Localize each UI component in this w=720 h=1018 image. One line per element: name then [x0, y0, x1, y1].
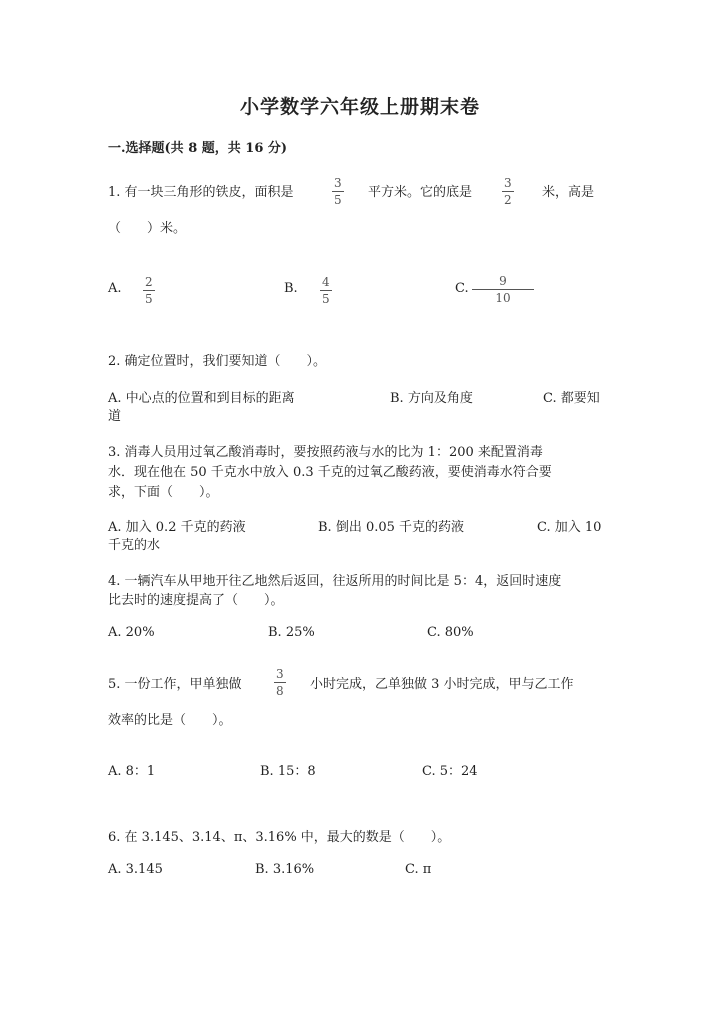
q1-option-c-label: C. [455, 281, 469, 296]
q1-option-b-label: B. [284, 281, 298, 296]
q3-option-c-wrap: 千克的水 [108, 538, 161, 553]
q6-option-a: A. 3.145 [108, 862, 163, 877]
q5-option-c: C. 5：24 [422, 764, 478, 779]
fraction-numerator: 3 [504, 176, 512, 190]
fraction-denominator: 2 [504, 193, 512, 207]
q5-text-part2: 小时完成，乙单独做 3 小时完成，甲与乙工作 [310, 677, 574, 692]
q3-text-line1: 3. 消毒人员用过氧乙酸消毒时，要按照药液与水的比为 1：200 来配置消毒 [108, 445, 543, 460]
fraction-bar [472, 289, 534, 290]
fraction-numerator: 3 [334, 176, 342, 190]
fraction-bar [274, 682, 286, 683]
q1-text-part2: 平方米。它的底是 [368, 185, 473, 200]
fraction-bar [502, 191, 514, 192]
q3-option-b: B. 倒出 0.05 千克的药液 [318, 520, 465, 535]
q4-text-line2: 比去时的速度提高了（ ）。 [108, 593, 284, 608]
fraction-denominator: 5 [322, 292, 330, 306]
q1-option-b-fraction [320, 275, 332, 306]
fraction-bar [332, 191, 344, 192]
q1-text-part3: 米，高是 [542, 185, 595, 200]
q4-option-a: A. 20% [108, 625, 155, 640]
section-heading: 一.选择题(共 8 题，共 16 分) [108, 141, 288, 156]
fraction-numerator: 3 [276, 667, 284, 681]
q2-option-c-wrap: 道 [108, 409, 122, 424]
q6-option-c: C. π [405, 862, 432, 877]
q1-fraction-base [502, 176, 514, 207]
q4-option-b: B. 25% [268, 625, 315, 640]
q2-option-b: B. 方向及角度 [390, 391, 473, 406]
page-title: 小学数学六年级上册期末卷 [239, 96, 480, 118]
q1-text-line2: （ ）米。 [108, 221, 187, 236]
q4-text-line1: 4. 一辆汽车从甲地开往乙地然后返回，往返所用的时间比是 5：4，返回时速度 [108, 574, 562, 589]
fraction-denominator: 10 [495, 291, 511, 305]
fraction-bar [143, 290, 155, 291]
q4-option-c: C. 80% [427, 625, 474, 640]
q3-text-line3: 求，下面（ ）。 [108, 485, 219, 500]
q5-option-a: A. 8：1 [108, 764, 156, 779]
q3-text-line2: 水．现在他在 50 千克水中放入 0.3 千克的过氧乙酸药液，要使消毒水符合要 [108, 465, 552, 480]
q6-text: 6. 在 3.145、3.14、π、3.16% 中，最大的数是（ ）。 [108, 830, 451, 845]
fraction-numerator: 9 [499, 274, 507, 288]
q3-option-c: C. 加入 10 [537, 520, 602, 535]
q2-option-a: A. 中心点的位置和到目标的距离 [108, 391, 295, 406]
q5-text-part1: 5. 一份工作，甲单独做 [108, 677, 242, 692]
fraction-denominator: 5 [334, 193, 342, 207]
fraction-denominator: 5 [145, 292, 153, 306]
fraction-numerator: 2 [145, 275, 153, 289]
fraction-denominator: 8 [276, 684, 284, 698]
q5-text-line2: 效率的比是（ ）。 [108, 713, 232, 728]
q1-fraction-area [332, 176, 344, 207]
q2-text: 2. 确定位置时，我们要知道（ ）。 [108, 354, 327, 369]
q1-text-part1: 1. 有一块三角形的铁皮，面积是 [108, 185, 294, 200]
fraction-bar [320, 290, 332, 291]
q3-option-a: A. 加入 0.2 千克的药液 [108, 520, 246, 535]
q1-option-a-label: A. [108, 281, 122, 296]
q6-option-b: B. 3.16% [255, 862, 315, 877]
q1-option-c-fraction [486, 274, 520, 305]
q1-option-a-fraction [143, 275, 155, 306]
fraction-numerator: 4 [322, 275, 330, 289]
q5-fraction [274, 667, 286, 698]
q2-option-c: C. 都要知 [543, 391, 600, 406]
q5-option-b: B. 15：8 [260, 764, 316, 779]
